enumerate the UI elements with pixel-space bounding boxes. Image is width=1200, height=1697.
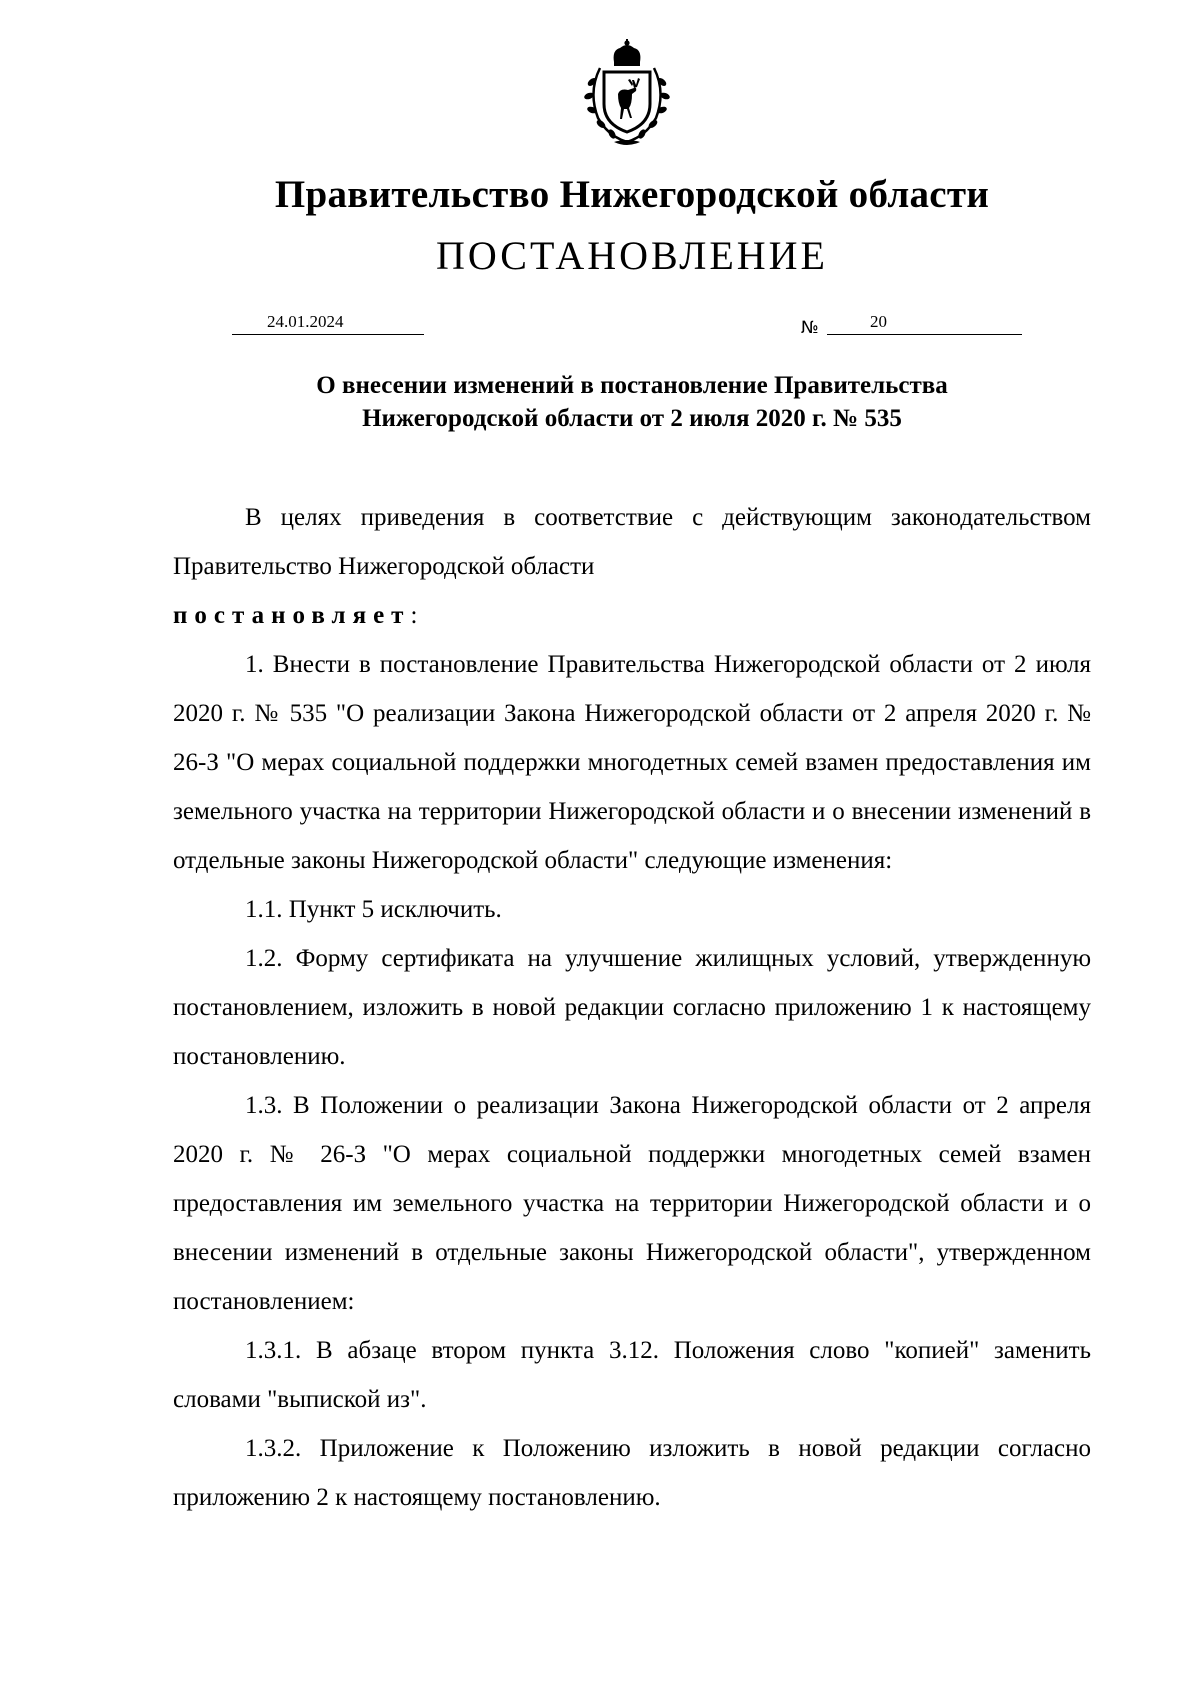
number-label: № — [801, 318, 819, 338]
document-type: ПОСТАНОВЛЕНИЕ — [436, 233, 828, 278]
intro-paragraph — [173, 493, 1091, 591]
paragraph-1-1: 1.1. Пункт 5 исключить. — [245, 896, 502, 923]
document-number-field — [827, 312, 1022, 335]
decree-word: постановляет — [173, 602, 411, 629]
organization-name: Правительство Нижегородской области — [274, 173, 990, 216]
title-line-1: О внесении изменений в постановление Правительства — [316, 372, 948, 399]
paragraph-1-2: 1.2. Форму сертификата на улучшение жилищных условий, утвержденную постановлением, изложить в новой редакции согласно приложению 1 к настоящему постановлению. — [173, 945, 1091, 1070]
paragraph-1: 1. Внести в постановление Правительства Нижегородской области от 2 июля 2020 г. № 535 "О реализации Закона Нижегородской области от 2 апреля 2020 г. № 26-З "О мерах социальной поддержки многодетных семей взамен предоставления им земельного участка на территории Нижегородской области и о внесении изменений в отдельные законы Нижегородской области" следующие изменения: — [173, 651, 1091, 874]
decree-line — [173, 591, 1091, 640]
paragraph-1-3: 1.3. В Положении о реализации Закона Нижегородской области от 2 апреля 2020 г. № 26-З "О мерах социальной поддержки многодетных семей взамен предоставления им земельного участка на территории Нижегородской области и о внесении изменений в отдельные законы Нижегородской области", утвержденном постановлением: — [173, 1092, 1091, 1315]
intro-text: В целях приведения в соответствие с действующим законодательством Правительство Нижегородской области — [173, 504, 1091, 580]
document-title — [0, 369, 1200, 435]
document-date: 24.01.2024 — [267, 312, 344, 331]
document-number: 20 — [870, 312, 887, 331]
paragraph-1-3-2: 1.3.2. Приложение к Положению изложить в новой редакции согласно приложению 2 к настоящему постановлению. — [173, 1435, 1091, 1511]
document-date-field — [232, 312, 424, 335]
title-line-2: Нижегородской области от 2 июля 2020 г. № 535 — [362, 405, 902, 432]
nizhny-novgorod-coat-of-arms-icon — [574, 38, 680, 148]
document-body — [173, 493, 1091, 1522]
paragraph-1-3-1: 1.3.1. В абзаце втором пункта 3.12. Положения слово "копией" заменить словами "выпиской из". — [173, 1337, 1091, 1413]
decree-colon: : — [410, 602, 418, 629]
